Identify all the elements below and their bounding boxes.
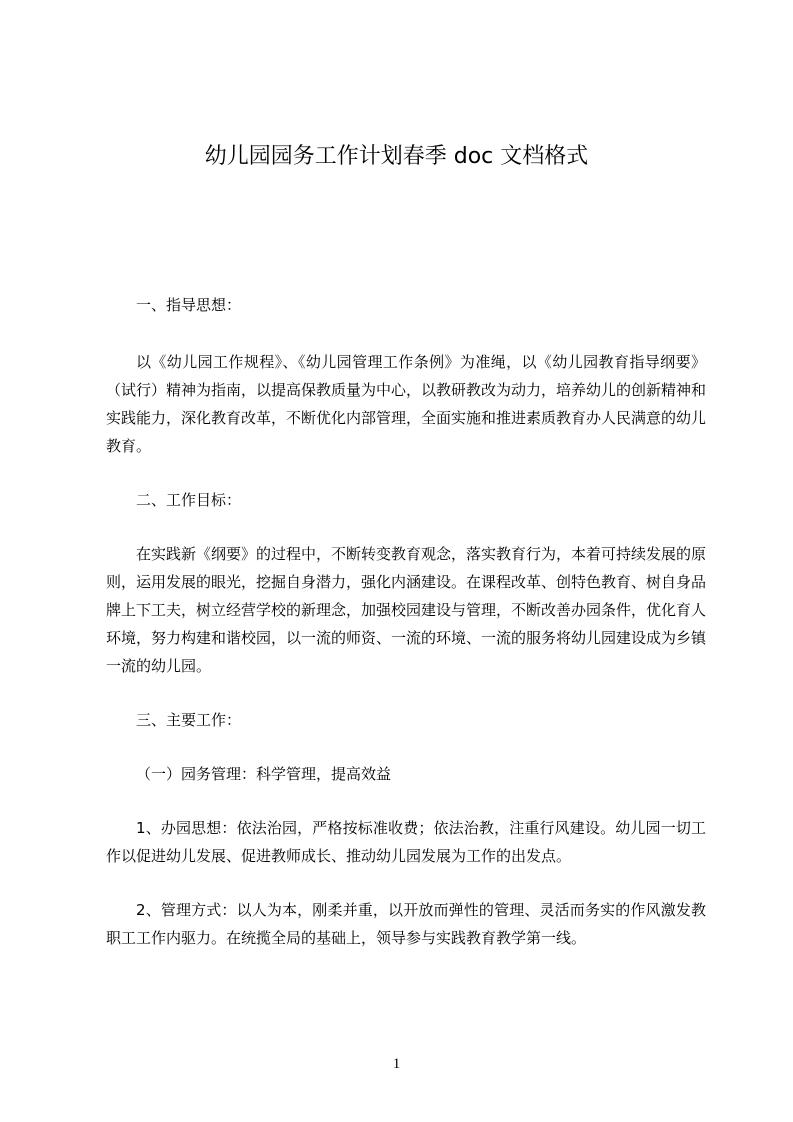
paragraph-item-management-style: 2、管理方式：以人为本，刚柔并重，以开放而弹性的管理、灵活而务实的作风激发教职工工作内驱力。在统揽全局的基础上，领导参与实践教育教学第一线。	[106, 901, 706, 947]
page-number: 1	[392, 1056, 401, 1072]
section-heading-guiding-ideology: 一、指导思想：	[136, 296, 242, 314]
section-heading-work-goals: 二、工作目标：	[136, 491, 242, 509]
paragraph-guiding-ideology: 以《幼儿园工作规程》、《幼儿园管理工作条例》为准绳，以《幼儿园教育指导纲要》（试行）精神为指南，以提高保教质量为中心，以教研教改为动力，培养幼儿的创新精神和实践能力，深化教育改革，不断优化内部管理，全面实施和推进素质教育办人民满意的幼儿教育。	[106, 353, 707, 455]
paragraph-item-philosophy: 1、办园思想：依法治园，严格按标准收费；依法治教，注重行风建设。幼儿园一切工作以促进幼儿发展、促进教师成长、推动幼儿园发展为工作的出发点。	[106, 819, 706, 865]
document-title: 幼儿园园务工作计划春季 doc 文档格式	[204, 144, 589, 169]
section-heading-main-work: 三、主要工作：	[136, 711, 242, 729]
document-body	[106, 291, 706, 952]
subheading-management: （一）园务管理：科学管理，提高效益	[136, 765, 392, 783]
paragraph-work-goals: 在实践新《纲要》的过程中，不断转变教育观念，落实教育行为，本着可持续发展的原则，运用发展的眼光，挖掘自身潜力，强化内涵建设。在课程改革、创特色教育、树自身品牌上下工夫，树立经营学校的新理念，加强校园建设与管理，不断改善办园条件，优化育人环境，努力构建和谐校园，以一流的师资、一流的环境、一流的服务将幼儿园建设成为乡镇一流的幼儿园。	[106, 545, 707, 675]
